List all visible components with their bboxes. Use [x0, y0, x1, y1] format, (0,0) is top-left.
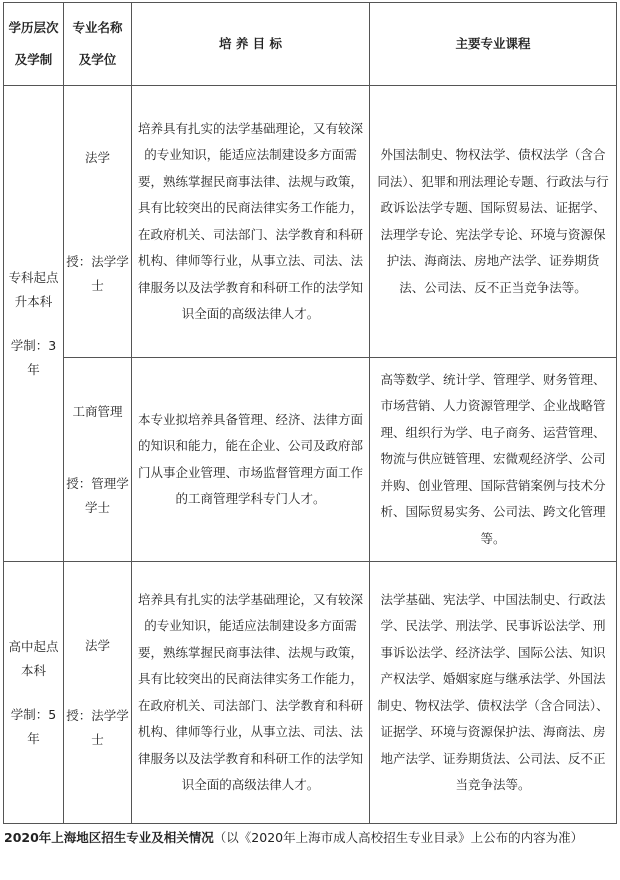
- level-cell-upgrade: [4, 86, 64, 562]
- level-line: 本科: [20, 662, 46, 678]
- duration-line: 学制：3: [10, 337, 57, 353]
- level-line: 升本科: [14, 293, 53, 309]
- table-header-row: [4, 3, 617, 86]
- level-line: 高中起点: [8, 638, 59, 654]
- courses-cell: 法学基础、宪法学、中国法制史、行政法学、民法学、刑法学、民事诉讼法学、刑事诉讼法学、经济法学、国际公法、知识产权法学、婚姻家庭与继承法学、外国法制史、物权法学、债权法学（含合同法）、证据学、环境与资源保护法、海商法、房地产法学、证券期货法、公司法、反不正当竞争法等。: [370, 562, 617, 824]
- major-cell: [64, 358, 132, 562]
- major-cell: [64, 562, 132, 824]
- degree-line: 士: [91, 731, 104, 747]
- enrollment-majors-table: [3, 2, 617, 824]
- goal-cell: 培养具有扎实的法学基础理论，又有较深的专业知识，能适应法制建设多方面需要，熟练掌握民商事法律、法规与政策，具有比较突出的民商法律实务工作能力，在政府机关、司法部门、法学教育和科研机构、律师等行业，从事立法、司法、法律服务以及法学教育和科研工作的法学知识全面的高级法律人才。: [132, 562, 370, 824]
- goal-cell: 培养具有扎实的法学基础理论，又有较深的专业知识，能适应法制建设多方面需要，熟练掌握民商事法律、法规与政策，具有比较突出的民商法律实务工作能力，在政府机关、司法部门、法学教育和科研机构、律师等行业，从事立法、司法、法律服务以及法学教育和科研工作的法学知识全面的高级法律人才。: [132, 86, 370, 358]
- degree-line: 授：管理学: [66, 475, 129, 491]
- header-courses: 主要专业课程: [370, 3, 617, 86]
- duration-line: 学制：5: [10, 706, 57, 722]
- header-major: [64, 3, 132, 86]
- table-row: [4, 562, 617, 824]
- header-level-line1: 学历层次: [8, 20, 59, 35]
- degree-line: 学士: [84, 499, 110, 515]
- courses-cell: 外国法制史、物权法学、债权法学（含合同法）、犯罪和刑法理论专题、行政法与行政诉讼法学专题、国际贸易法、证据学、法理学专论、宪法学专论、环境与资源保护法、海商法、房地产法学、证券期货法、公司法、反不正当竞争法等。: [370, 86, 617, 358]
- degree-line: 授：法学学: [66, 707, 129, 723]
- degree-line: 授：法学学: [66, 253, 129, 269]
- degree-line: 士: [91, 277, 104, 293]
- duration-line: 年: [27, 361, 40, 377]
- level-cell-highschool: [4, 562, 64, 824]
- header-major-line2: 及学位: [78, 52, 117, 67]
- courses-cell: 高等数学、统计学、管理学、财务管理、市场营销、人力资源管理学、企业战略管理、组织行为学、电子商务、运营管理、物流与供应链管理、宏微观经济学、公司并购、创业管理、国际营销案例与技术分析、国际贸易实务、公司法、跨文化管理等。: [370, 358, 617, 562]
- major-name: 法学: [84, 149, 110, 165]
- major-cell: [64, 86, 132, 358]
- header-level-line2: 及学制: [14, 52, 53, 67]
- major-name: 法学: [84, 637, 110, 653]
- table-row: [4, 358, 617, 562]
- goal-cell: 本专业拟培养具备管理、经济、法律方面的知识和能力，能在企业、公司及政府部门从事企业管理、市场监督管理方面工作的工商管理学科专门人才。: [132, 358, 370, 562]
- table-row: [4, 86, 617, 358]
- caption-title: 2020年上海地区招生专业及相关情况: [4, 830, 214, 845]
- duration-line: 年: [27, 730, 40, 746]
- caption-note: （以《2020年上海市成人高校招生专业目录》上公布的内容为准）: [213, 830, 584, 845]
- major-name: 工商管理: [72, 403, 123, 419]
- header-major-line1: 专业名称: [72, 20, 123, 35]
- table-caption: [4, 826, 612, 850]
- header-goal: 培 养 目 标: [132, 3, 370, 86]
- level-line: 专科起点: [8, 269, 59, 285]
- header-level: [4, 3, 64, 86]
- enrollment-table-container: [3, 2, 616, 824]
